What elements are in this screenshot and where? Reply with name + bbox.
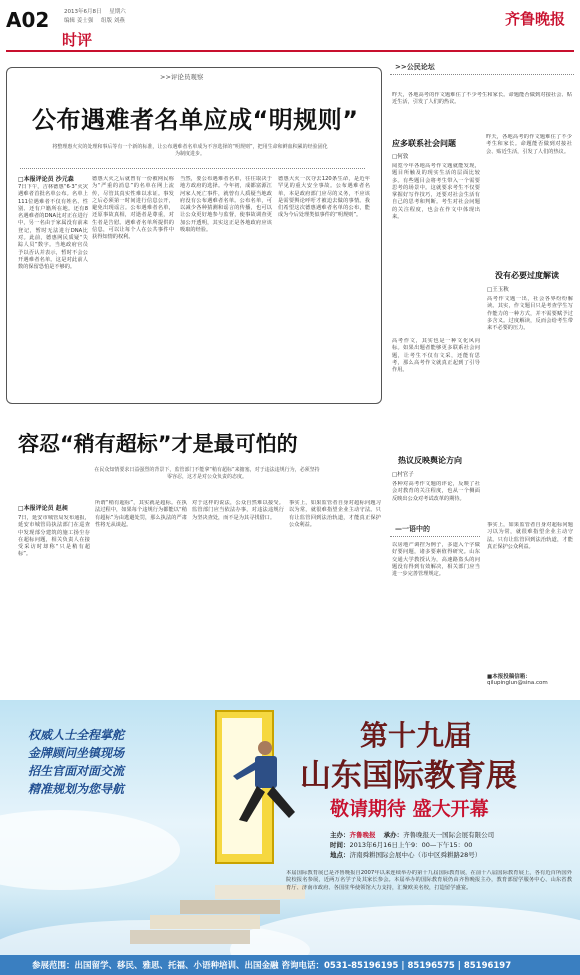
header-rule — [6, 50, 574, 52]
email-address[interactable]: qilupinglun@sina.com — [487, 680, 548, 686]
time-label: 时间： — [330, 841, 350, 849]
mid-col-1: 7日，延安市城管局发布通报，延安市城管局执法部门在巡查中发现部分建筑的施工扬尘存在超标问题，相关负责人在接受采访时却称“只是稍有超标”。 — [18, 515, 90, 558]
ad-time-line — [330, 840, 494, 850]
date-line — [64, 7, 126, 15]
right-lede: 昨天，各地高考的作文题难住了不少考生和家长。命题能否做到对接社会、贴近生活，引发了人们的热议。 — [392, 92, 572, 106]
side-body-2: 事实上，如果监管者自身对超标问题习以为常，就很难指望企业主动守法。只有让监管回到法治轨道，才能真正保护公众利益。 — [487, 522, 573, 550]
right-byline-1: □何敦 — [392, 154, 409, 160]
right-body-4: 各种对高考作文题的评论，反映了社会对教育的关注程度，也从一个侧面反映出公众对考试改革的期待。 — [392, 481, 480, 502]
place: 济南舜耕国际会展中心（市中区舜耕路28号） — [349, 851, 482, 859]
side-body: 以房地产调控为例子，多道入个字做好要问题，诸多要素值得研究。山东交通大学教授认为，高速路盗头的问题没有得到有效解决，相关部门应当进一步完善管理规定。 — [392, 542, 480, 578]
mid-col-3: 对于这样的说法，公众自然难以接受。监管部门应当依法办事，对违法违规行为坚决查处，而不是为其寻找借口。 — [192, 500, 284, 521]
lead-headline: 公布遇难者名单应成“明规则” — [32, 106, 359, 134]
side-column-tag: —一语中的 — [395, 525, 430, 533]
lead-col-2: 德惠大火之后就曾有一份被网民称为“严重的消息”的名单在网上流传，尽管其真实性难以求证。事发之后必须第一时间进行信息公开，避免出现谣言。公布遇难者名单，还原事故真相，对逝者是尊重，对生者是告慰。遇难者名单所提供的信息，可以让每个人在公共事件中获得知情的权利。 — [92, 176, 174, 241]
date: 2013年6月8日 — [64, 9, 102, 15]
right-byline-2: □王玉秋 — [487, 287, 509, 293]
email-box — [487, 672, 548, 686]
side-tag-rule — [390, 536, 480, 537]
lead-dek: 将整理惠火灾的处理和事后等有一个新的标准，让公布遇难者名单成为不容选择的“明规则”，把用生命和鲜血积累的经验固化为制度进步。 — [52, 144, 328, 157]
ad-blurb: 本届国际教育展已是齐鲁晚报自2007年以来连续举办的第十九届国际教育展，在前十八届国际教育展上，各有近百所国外院校报名参展，近两万名学子及其家长参会。本届举办的国际教育展仍由齐鲁晚报主办，教育部留学服务中心、山东省教育厅、济南市政府、各国驻华使领馆大力支持，汇聚欧美名校，打造留学盛宴。 — [286, 870, 572, 891]
host: 齐鲁晚报 — [349, 831, 376, 839]
ad-title-2: 山东国际教育展 — [300, 758, 517, 794]
lead-col-1: 7日下午，吉林德惠“6·3”火灾遇难者首批名单公布。名单上111位遇难者不仅有姓名、性别、还有户籍所在地。还有8名遇难者的DNA比对正在进行中，另一名由于家属没有前来登记，暂时无法进行DNA比对。此前，德惠网民质疑“失踪人员”数字。当地政府官员予以否认并表示，暂时不会公开遇难者名单。这是对此前人数的保留恐怕是不够的。 — [18, 184, 88, 271]
right-col-b-1: 昨天，各地高考的作文题难住了不少考生和家长。命题能否做到对接社会、贴近生活，引发了人们的热议。 — [486, 134, 572, 155]
right-tag-rule — [390, 74, 574, 75]
place-label: 地点： — [330, 851, 350, 859]
mid-dek: 在民众知情要求日益强烈的背景下，监管部门不能拿“稍有超标”来搪塞，对于违法违规行为，必须坚持零容忍，这才是对公众负责的态度。 — [94, 467, 320, 480]
designer: 组版 刘燕 — [101, 18, 125, 24]
ad-info — [330, 830, 494, 860]
co-host: 齐鲁晚报天一国际会展有限公司 — [403, 831, 495, 839]
education-expo-ad[interactable] — [0, 700, 580, 975]
editor-line — [64, 16, 125, 24]
mid-col-4: 事实上，如果监管者自身对超标问题习以为常，就很难指望企业主动守法。只有让监管回到法治轨道，才能真正保护公众利益。 — [289, 500, 381, 528]
ad-tagline-4: 精准规划为您导航 — [28, 782, 125, 796]
lead-col-3: 当然，要公布遇难者名单，往往取决于地方政府的选择。今年初，成都富源江河家人死亡事件，就曾有人质疑当地政府没有公布遇难者名单。公布名单，可以减少各种猜测和谣言的传播，也可以让公众更好地参与监督，使事故调查更加公开透明，其实这正是各地政府应该吸取的经验。 — [180, 176, 272, 234]
ad-place-line — [330, 850, 494, 860]
brand-logo: 齐鲁晚报 — [505, 10, 566, 28]
mid-headline: 容忍“稍有超标”才是最可怕的 — [18, 432, 298, 456]
right-subhead-3: 热议反映舆论方向 — [398, 456, 462, 465]
column-tag: >>评论员观察 — [160, 73, 204, 81]
ad-tagline-3: 招生官面对面交流 — [28, 764, 125, 778]
mid-col-2: 所谓“稍有超标”，其实就是超标。在执法过程中，如果每个违规行为都能以“稍有超标”为由逃避处罚，那么执法的严肃性将无从谈起。 — [95, 500, 187, 528]
host-label: 主办： — [330, 831, 350, 839]
right-body-2: 高考作文，其实也是一种文化风向标。如果出题者能够更多联系社会问题，让考生不仅有文采，还能有思考，那么高考作文就真正起到了引导作用。 — [392, 338, 480, 374]
weekday: 星期六 — [109, 9, 126, 15]
time: 2013年6月16日上午9：00—下午15：00 — [349, 841, 473, 849]
lead-byline: □本报评论员 沙元森 — [18, 176, 74, 183]
ad-title-1: 第十九届 — [360, 719, 473, 752]
mid-byline: □本报评论员 赵昶 — [18, 505, 68, 512]
ad-tagline-1: 权威人士全程掌舵 — [28, 728, 125, 742]
page-number: A02 — [6, 8, 50, 32]
editor: 编辑 姜士强 — [64, 18, 94, 24]
right-body-1: 阅览今年各地高考作文题就能发现，题目所触及的现实生活的层面比较多。有些题目会将考生带入一个需要思考的场景中。这就要求考生不仅要掌握好写作技巧，还要对社会生活有自己的思考和判断。考生对社会问题的关注程度，也会在作文中体现出来。 — [392, 163, 480, 221]
lead-divider — [20, 168, 365, 169]
co-label: 承办： — [383, 831, 404, 839]
ad-tagline-2: 金牌顾问坐镇现场 — [28, 746, 125, 760]
email-label: ■本报投稿信箱： — [487, 674, 531, 680]
ad-tagline-list — [28, 726, 124, 798]
right-body-3: 高考作文题一出，社会各界纷纷解读。其实，作文题目只是考查学生写作能力的一种方式，并不需要赋予过多含义。过度解读，反而会给考生带来不必要的压力。 — [487, 296, 573, 332]
ad-host-line — [330, 830, 494, 840]
ad-contact: 参展范围：出国留学、移民、雅思、托福、小语种培训、出国金融 咨询电话：0531-85196195 | 85196575 | 85196197 — [32, 961, 512, 971]
lead-col-4: 德惠大火一次夺去120条生命，是近年罕见的重大安全事故。公布遇难者名单，本是政府部门应尽的义务，不应该是需要舆论呼吁才被迫去做的事情。我们希望这次德惠遇难者名单的公布，能成为今后处理类似事件的“明规则”。 — [278, 176, 370, 219]
right-column-tag: >>公民论坛 — [395, 63, 435, 71]
leaping-man-graphic — [225, 740, 305, 850]
ad-slogan: 敬请期待 盛大开幕 — [330, 798, 489, 820]
right-subhead-2: 没有必要过度解读 — [495, 271, 559, 280]
right-subhead-1: 应多联系社会问题 — [392, 139, 456, 148]
section-title: 时评 — [62, 31, 93, 49]
right-byline-3: □村官子 — [392, 472, 414, 478]
